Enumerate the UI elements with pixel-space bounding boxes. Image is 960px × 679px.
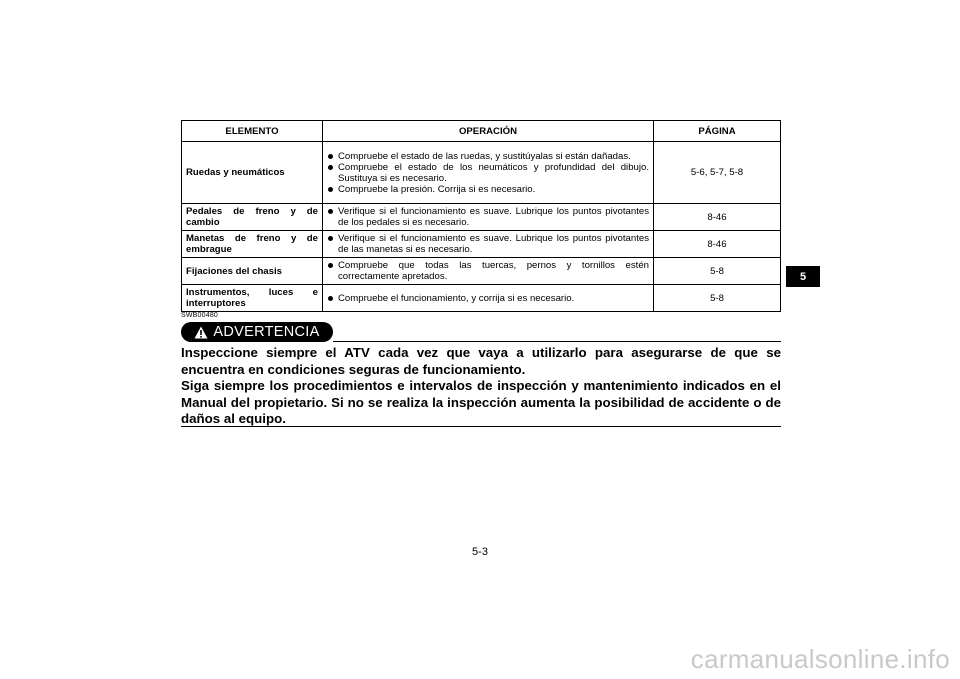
operation-item xyxy=(327,260,649,282)
table-row xyxy=(182,142,781,204)
warning-text xyxy=(181,345,781,428)
row-pagina: 5-6, 5-7, 5-8 xyxy=(654,142,781,204)
operation-text: Compruebe que todas las tuercas, pernos y tornillos estén correctamente apretados. xyxy=(338,260,649,282)
row-operacion xyxy=(323,204,654,231)
bullet-icon xyxy=(328,236,333,241)
operation-text: Compruebe el funcionamiento, y corrija si es necesario. xyxy=(338,292,575,304)
row-operacion xyxy=(323,231,654,258)
warning-badge xyxy=(181,322,333,342)
row-pagina: 8-46 xyxy=(654,204,781,231)
operation-text: Compruebe el estado de los neumáticos y profundidad del dibujo. Sustituya si es necesario. xyxy=(338,161,649,184)
row-pagina: 8-46 xyxy=(654,231,781,258)
warning-code: SWB00480 xyxy=(181,312,219,319)
table-row xyxy=(182,258,781,285)
watermark: carmanualsonline.info xyxy=(690,644,950,674)
table-row xyxy=(182,204,781,231)
bullet-icon xyxy=(328,209,333,214)
header-pagina: PÁGINA xyxy=(654,121,781,142)
operation-text: Compruebe la presión. Corrija si es necesario. xyxy=(338,183,536,195)
operation-text: Verifique si el funcionamiento es suave. Lubrique los puntos pivotantes de los pedales si es necesario. xyxy=(338,206,649,228)
table-row xyxy=(182,285,781,312)
bullet-icon xyxy=(328,154,333,159)
table-row xyxy=(182,231,781,258)
bullet-icon xyxy=(328,296,333,301)
table-header-row xyxy=(182,121,781,142)
row-elemento: Manetas de freno y de embrague xyxy=(182,231,323,258)
bullet-icon xyxy=(328,263,333,268)
row-pagina: 5-8 xyxy=(654,258,781,285)
operation-text: Verifique si el funcionamiento es suave. Lubrique los puntos pivotantes de las manetas si es necesario. xyxy=(338,233,649,255)
bullet-icon xyxy=(328,187,333,192)
bullet-icon xyxy=(328,165,333,170)
row-operacion xyxy=(323,258,654,285)
row-operacion xyxy=(323,142,654,204)
row-pagina: 5-8 xyxy=(654,285,781,312)
warning-rule xyxy=(333,341,781,342)
row-operacion xyxy=(323,285,654,312)
warning-paragraph: Siga siempre los procedimientos e intervalos de inspección y mantenimiento indicados en el Manual del propietario. Si no se realiza la inspección aumenta la posibilidad de accidente o de daños al equipo. xyxy=(181,378,781,426)
operation-item xyxy=(327,293,649,304)
operation-item xyxy=(327,184,649,195)
warning-label: ADVERTENCIA xyxy=(213,324,320,340)
header-operacion: OPERACIÓN xyxy=(323,121,654,142)
operation-item xyxy=(327,162,649,184)
chapter-tab: 5 xyxy=(786,266,820,287)
operation-item xyxy=(327,151,649,162)
warning-paragraph: Inspeccione siempre el ATV cada vez que vaya a utilizarlo para asegurarse de que se encuentra en condiciones seguras de funcionamiento. xyxy=(181,345,781,377)
header-elemento: ELEMENTO xyxy=(182,121,323,142)
row-elemento: Pedales de freno y de cambio xyxy=(182,204,323,231)
operation-item xyxy=(327,233,649,255)
operation-text: Compruebe el estado de las ruedas, y sustitúyalas si están dañadas. xyxy=(338,150,631,162)
operation-item xyxy=(327,206,649,228)
warning-bottom-rule xyxy=(181,426,781,427)
warning-triangle-icon xyxy=(194,326,208,339)
page-number: 5-3 xyxy=(472,546,488,558)
row-elemento: Fijaciones del chasis xyxy=(182,258,323,285)
inspection-table xyxy=(181,120,781,312)
row-elemento: Instrumentos, luces e interruptores xyxy=(182,285,323,312)
row-elemento: Ruedas y neumáticos xyxy=(182,142,323,204)
